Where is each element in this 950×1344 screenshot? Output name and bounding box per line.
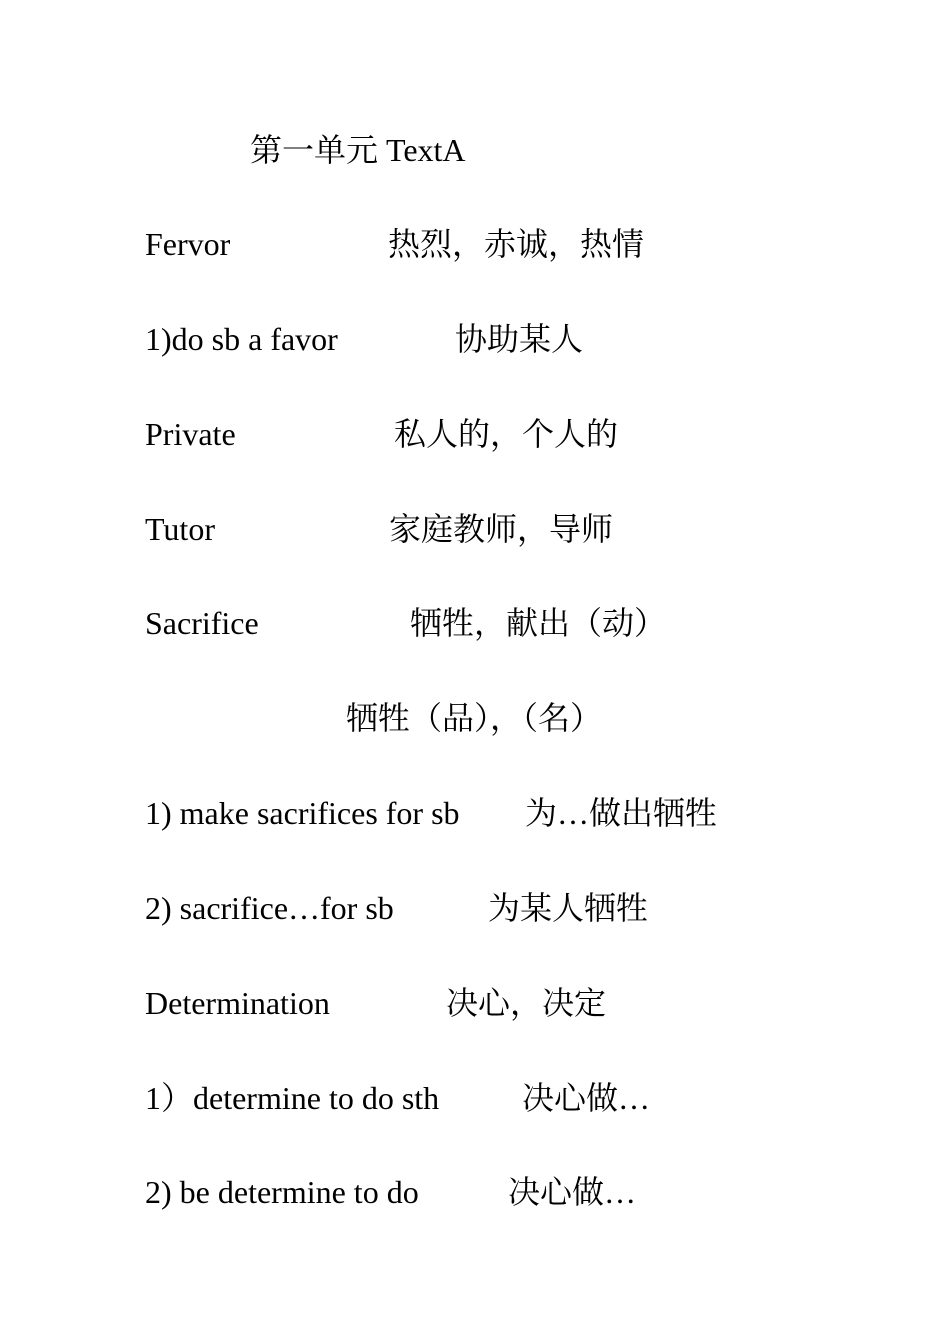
vocab-definition: 决心做…	[508, 1174, 637, 1210]
vocab-phrase: 1）determine to do sth	[145, 1080, 440, 1116]
vocab-phrase: 1) make sacrifices for sb	[145, 795, 460, 831]
vocab-definition: 为…做出牺牲	[525, 795, 718, 831]
vocab-definition: 决心做…	[522, 1080, 651, 1116]
vocab-definition: 协助某人	[455, 321, 584, 357]
vocab-definition: 牺牲，献出（动）	[410, 605, 667, 641]
vocab-term: Private	[145, 416, 236, 452]
vocab-term: Sacrifice	[145, 605, 259, 641]
vocab-term: Determination	[145, 985, 330, 1021]
vocab-definition: 家庭教师，导师	[389, 511, 614, 547]
page-title: 第一单元 TextA	[250, 132, 466, 168]
vocab-phrase: 2) be determine to do	[145, 1174, 419, 1210]
vocab-phrase: 1)do sb a favor	[145, 321, 338, 357]
vocab-definition: 为某人牺牲	[488, 890, 649, 926]
vocab-term: Tutor	[145, 511, 215, 547]
vocab-definition: 牺牲（品），（名）	[346, 700, 603, 736]
vocab-definition: 私人的，个人的	[394, 416, 619, 452]
vocab-definition: 决心，决定	[446, 985, 607, 1021]
vocab-term: Fervor	[145, 226, 231, 262]
vocab-definition: 热烈，赤诚，热情	[388, 226, 645, 262]
vocab-phrase: 2) sacrifice…for sb	[145, 890, 394, 926]
